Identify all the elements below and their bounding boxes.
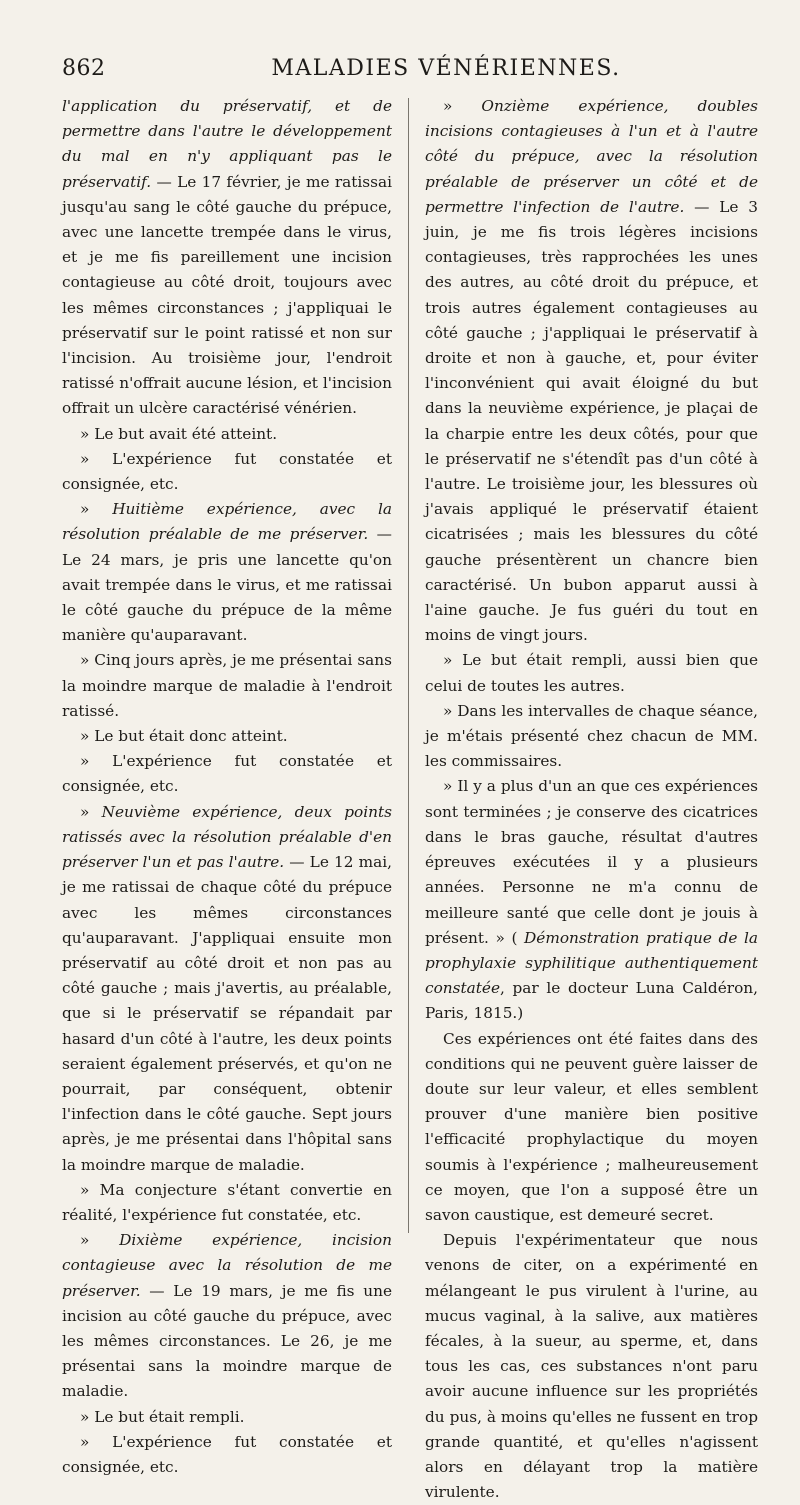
column-divider bbox=[408, 98, 409, 1233]
body-text: — Le 19 mars, je me fis une incision au côté gauche du prépuce, avec les mêmes circonstances. Le 26, je me présentai sans la moindre marque de maladie. bbox=[62, 1281, 392, 1401]
right-column bbox=[425, 94, 758, 1505]
body-text: » bbox=[80, 1231, 120, 1250]
body-text: — Le 17 février, je me ratissai jusqu'au sang le côté gauche du prépuce, avec une lancette trempée dans le virus, et je me fis pareillement une incision contagieuse au côté droit, toujours avec les mêmes circonstances ; j'appliquai le préservatif sur le point ratissé et non sur l'incision. Au troisième jour, l'endroit ratissé n'offrait aucune lésion, et l'incision offrait un ulcère caractérisé vénérien. bbox=[62, 172, 392, 418]
paragraph bbox=[62, 497, 392, 648]
left-column bbox=[62, 94, 392, 1480]
italic-text: Neuvième expérience, deux points ratissés avec la résolution préalable d'en préserver l'un et pas l'autre. bbox=[62, 802, 392, 872]
paragraph bbox=[62, 749, 392, 799]
body-text: — Le 12 mai, je me ratissai de chaque côté du prépuce avec les mêmes circonstances qu'auparavant. J'appliquai ensuite mon préservatif au côté droit et non pas au côté gauche ; mais j'avertis, au préalable, que si le préservatif se répandait par hasard d'un côté à l'autre, les deux points seraient également préservés, et qu'on ne pourrait, par conséquent, obtenir l'infection dans le côté gauche. Sept jours après, je me présentai dans l'hôpital sans la moindre marque de maladie. bbox=[62, 853, 392, 1174]
body-text: Ces expériences ont été faites dans des conditions qui ne peuvent guère laisser de doute sur leur valeur, et elles semblent prouver d'une manière bien positive l'efficacité prophylactique du moyen soumis à l'expérience ; malheureusement ce moyen, que l'on a supposé être un savon caustique, est demeuré secret. bbox=[425, 1029, 758, 1224]
paragraph bbox=[425, 1228, 758, 1505]
paragraph bbox=[62, 447, 392, 497]
italic-text: Démonstration pratique de la prophylaxie syphilitique authentiquement constatée bbox=[425, 928, 758, 998]
paragraph bbox=[425, 94, 758, 648]
body-text: » bbox=[80, 802, 102, 821]
body-text: , par le docteur Luna Caldéron, Paris, 1815.) bbox=[425, 979, 758, 1023]
body-text: » Le but était donc atteint. bbox=[80, 727, 288, 746]
body-text: Depuis l'expérimentateur que nous venons de citer, on a expérimenté en mélangeant le pus virulent à l'urine, au mucus vaginal, à la salive, aux matières fécales, à la sueur, au sperme, et, dans tous les cas, ces substances n'ont paru avoir aucune influence sur les propriétés du pus, à moins qu'elles ne fussent en trop grande quantité, et qu'elles n'agissent alors en délayant trop la matière virulente. bbox=[425, 1231, 758, 1502]
paragraph bbox=[62, 1405, 392, 1430]
paragraph bbox=[62, 648, 392, 724]
body-text: » L'expérience fut constatée et consignée, etc. bbox=[62, 752, 392, 796]
paragraph bbox=[425, 774, 758, 1026]
paragraph bbox=[425, 1027, 758, 1229]
body-text: » Le but était rempli, aussi bien que celui de toutes les autres. bbox=[425, 651, 758, 695]
page-number: 862 bbox=[62, 56, 106, 81]
body-text: » Le but était rempli. bbox=[80, 1407, 245, 1426]
paragraph bbox=[62, 1430, 392, 1480]
paragraph bbox=[425, 699, 758, 775]
body-text: » Cinq jours après, je me présentai sans la moindre marque de maladie à l'endroit ratissé. bbox=[62, 651, 392, 720]
body-text: » Il y a plus d'un an que ces expériences sont terminées ; je conserve des cicatrices dans le bras gauche, résultat d'autres épreuves exécutées il y a plusieurs années. Personne ne m'a connu de meilleure santé que celle dont je jouis à présent. » ( bbox=[425, 777, 758, 947]
running-title: MALADIES VÉNÉRIENNES. bbox=[271, 56, 621, 81]
paragraph bbox=[62, 422, 392, 447]
paragraph bbox=[62, 800, 392, 1178]
italic-text: Huitième expérience, avec la résolution préalable de me préserver. bbox=[62, 500, 392, 544]
italic-text: Dixième expérience, incision contagieuse avec la résolution de me préserver. bbox=[62, 1231, 392, 1300]
paragraph bbox=[62, 94, 392, 422]
page-header bbox=[62, 52, 770, 88]
paragraph bbox=[62, 724, 392, 749]
paragraph bbox=[425, 648, 758, 698]
body-text: » L'expérience fut constatée et consignée, etc. bbox=[62, 1432, 392, 1476]
body-text: » L'expérience fut constatée et consignée, etc. bbox=[62, 449, 392, 494]
body-text: — Le 3 juin, je me fis trois légères incisions contagieuses, très rapprochées les unes des autres, au côté droit du prépuce, et trois autres également contagieuses au côté gauche ; j'appliquai le préservatif à droite et non à gauche, et, pour éviter l'inconvénient qui avait éloigné du but dans la neuvième expérience, je plaçai de la charpie entre les deux côtés, pour que le préservatif ne s'étendît pas d'un côté à l'autre. Le troisième jour, les blessures où j'avais appliqué le préservatif étaient cicatrisées ; mais les blessures du côté gauche présentèrent un chancre bien caractérisé. Un bubon apparut aussi à l'aine gauche. Je fus guéri du tout en moins de vingt jours. bbox=[425, 197, 758, 645]
body-text: » Dans les intervalles de chaque séance, je m'étais présenté chez chacun de MM. les commissaires. bbox=[425, 701, 758, 771]
italic-text: l'application du préservatif, et de permettre dans l'autre le développement du mal en n'y appliquant pas le préservatif. bbox=[62, 97, 392, 191]
body-text: » bbox=[443, 97, 482, 115]
body-text: » Ma conjecture s'étant convertie en réalité, l'expérience fut constatée, etc. bbox=[62, 1180, 392, 1224]
body-text: » bbox=[80, 500, 113, 519]
body-text: — Le 24 mars, je pris une lancette qu'on avait trempée dans le virus, et me ratissai le côté gauche du prépuce de la même manière qu'auparavant. bbox=[62, 525, 392, 645]
italic-text: Onzième expérience, doubles incisions contagieuses à l'un et à l'autre côté du prépuce, avec la résolution préalable de préserver un côté et de permettre l'infection de l'autre. bbox=[425, 97, 758, 216]
body-text: » Le but avait été atteint. bbox=[80, 424, 278, 443]
paragraph bbox=[62, 1178, 392, 1228]
paragraph bbox=[62, 1228, 392, 1404]
